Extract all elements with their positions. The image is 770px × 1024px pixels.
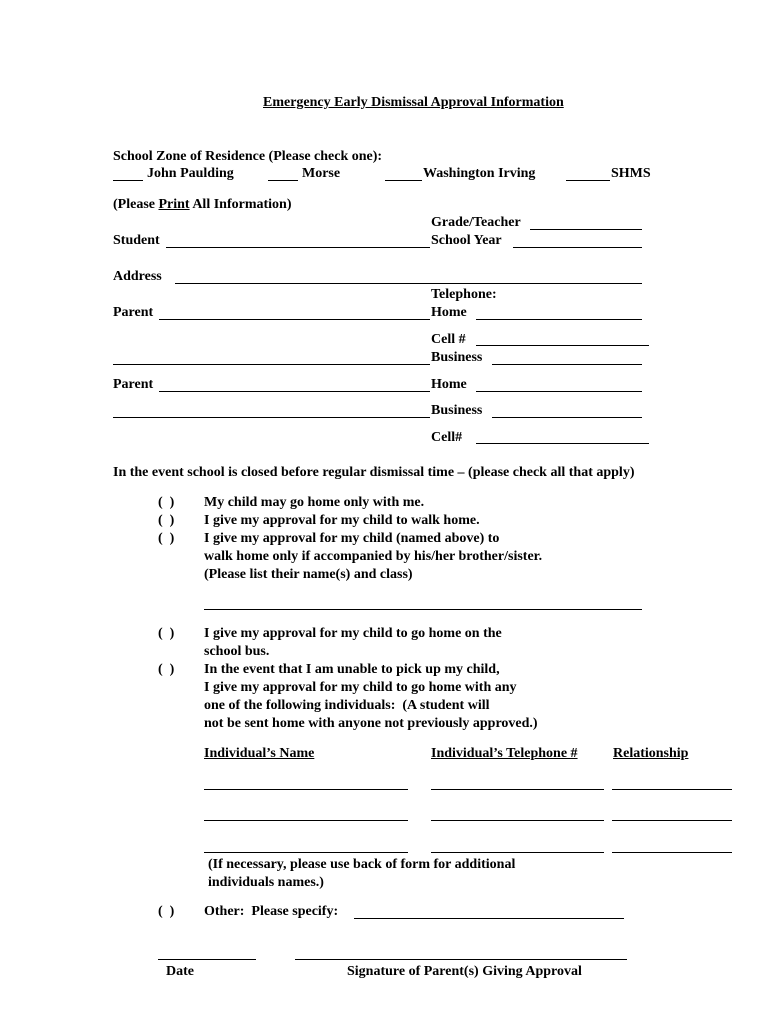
option-walk-with-sibling-line3: (Please list their name(s) and class) [204,567,413,582]
zone-option-shms: SHMS [611,166,651,181]
option-individuals-line1: In the event that I am unable to pick up my child, [204,662,500,677]
additional-note-line2: individuals names.) [208,875,324,890]
signature-field[interactable] [295,959,627,960]
option-individuals-line2: I give my approval for my child to go home with any [204,680,517,695]
date-field[interactable] [158,959,256,960]
col-header-name: Individual’s Name [204,746,315,761]
grade-teacher-field[interactable] [530,229,642,230]
other-label: Other: Please specify: [204,904,339,919]
individual-telephone-field[interactable] [431,852,604,853]
school-year-label: School Year [431,233,502,248]
closure-intro: In the event school is closed before regular dismissal time – (please check all that apply) [113,465,635,480]
cell2-label: Cell# [431,430,463,445]
school-year-field[interactable] [513,247,642,248]
individual-name-field[interactable] [204,852,408,853]
option-individuals-line4: not be sent home with anyone not previously approved.) [204,716,538,731]
school-zone-heading: School Zone of Residence (Please check one): [113,149,383,164]
telephone-label: Telephone: [431,287,497,302]
cell2-field[interactable] [476,443,649,444]
home1-field[interactable] [476,319,642,320]
zone-option-john-paulding: John Paulding [147,166,234,181]
other-field[interactable] [354,918,624,919]
option-school-bus-line1: I give my approval for my child to go home on the [204,626,502,641]
zone-checkline-washington-irving[interactable] [385,180,422,181]
grade-teacher-label: Grade/Teacher [431,215,521,230]
business1-label: Business [431,350,483,365]
cell1-label: Cell # [431,332,466,347]
business2-field[interactable] [492,417,642,418]
parent1-label: Parent [113,305,154,320]
individual-relationship-field[interactable] [612,789,732,790]
checkbox-opt1[interactable]: ( ) [158,495,175,510]
parent2-label: Parent [113,377,154,392]
additional-note-line1: (If necessary, please use back of form for additional [208,857,516,872]
sibling-names-field[interactable] [204,609,642,610]
zone-checkline-shms[interactable] [566,180,610,181]
business1-field[interactable] [492,364,642,365]
address-label: Address [113,269,162,284]
parent2-field[interactable] [159,391,430,392]
parent2-extra-field[interactable] [113,417,430,418]
checkbox-opt2[interactable]: ( ) [158,513,175,528]
signature-label: Signature of Parent(s) Giving Approval [347,964,582,979]
checkbox-opt4[interactable]: ( ) [158,626,175,641]
student-field[interactable] [166,247,430,248]
cell1-field[interactable] [476,345,649,346]
zone-checkline-john-paulding[interactable] [113,180,143,181]
option-walk-home: I give my approval for my child to walk home. [204,513,480,528]
checkbox-opt5[interactable]: ( ) [158,662,175,677]
parent1-extra-field[interactable] [113,364,430,365]
option-individuals-line3: one of the following individuals: (A student will [204,698,490,713]
option-school-bus-line2: school bus. [204,644,270,659]
business2-label: Business [431,403,483,418]
home2-label: Home [431,377,467,392]
individual-relationship-field[interactable] [612,820,732,821]
option-walk-with-sibling-line1: I give my approval for my child (named above) to [204,531,500,546]
zone-option-morse: Morse [302,166,341,181]
checkbox-other[interactable]: ( ) [158,904,175,919]
individual-name-field[interactable] [204,789,408,790]
parent1-field[interactable] [159,319,430,320]
option-walk-with-sibling-line2: walk home only if accompanied by his/her brother/sister. [204,549,543,564]
col-header-telephone: Individual’s Telephone # [431,746,578,761]
zone-option-washington-irving: Washington Irving [423,166,536,181]
zone-checkline-morse[interactable] [268,180,298,181]
home2-field[interactable] [476,391,642,392]
address-field[interactable] [175,283,642,284]
individual-telephone-field[interactable] [431,789,604,790]
individual-telephone-field[interactable] [431,820,604,821]
individual-relationship-field[interactable] [612,852,732,853]
page-title: Emergency Early Dismissal Approval Information [263,95,564,110]
print-note: (Please Print All Information) [113,197,292,212]
checkbox-opt3[interactable]: ( ) [158,531,175,546]
date-label: Date [166,964,194,979]
student-label: Student [113,233,160,248]
individual-name-field[interactable] [204,820,408,821]
home1-label: Home [431,305,467,320]
col-header-relationship: Relationship [613,746,689,761]
option-home-with-me: My child may go home only with me. [204,495,425,510]
